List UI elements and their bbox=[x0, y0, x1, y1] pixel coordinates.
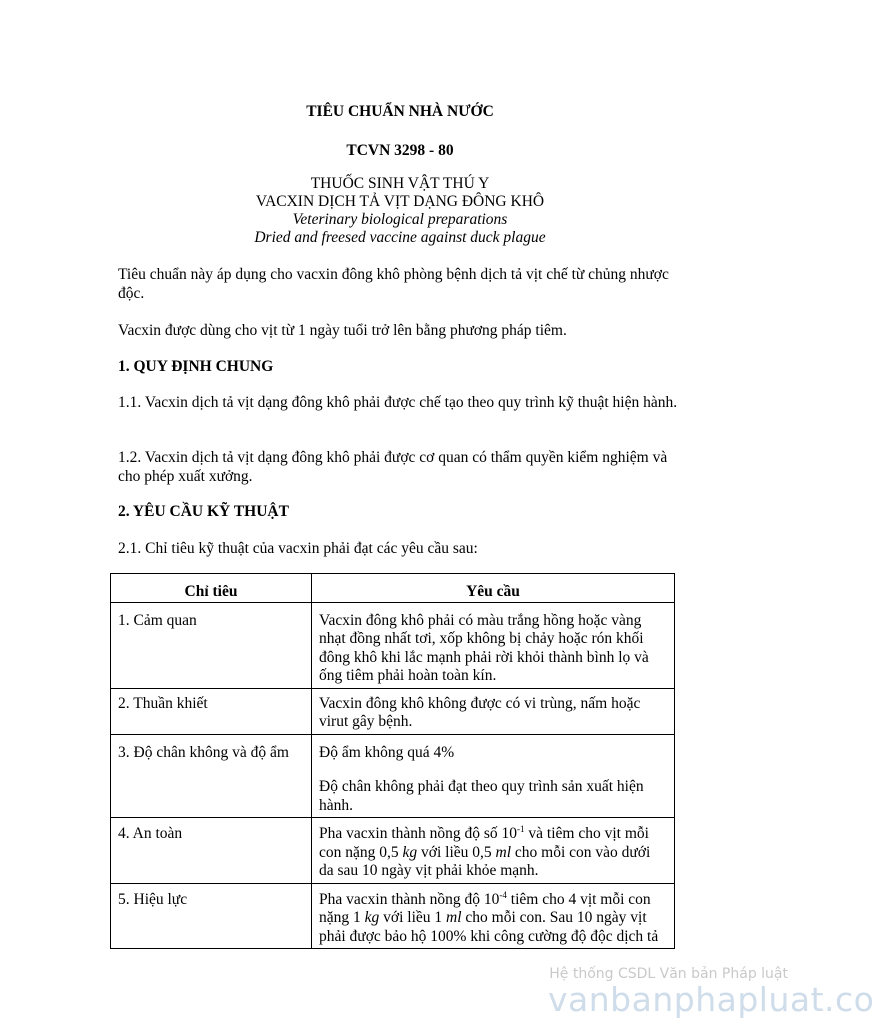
english-title-line-2: Dried and freesed vaccine against duck plague bbox=[254, 229, 546, 246]
watermark-site: vanbanphapluat.co bbox=[548, 980, 874, 1019]
criterion-cell: 1. Cảm quan bbox=[111, 602, 312, 688]
requirement-cell: Vacxin đông khô không được có vi trùng, nấm hoặc virut gây bệnh. bbox=[312, 688, 675, 734]
section-2-heading: 2. YÊU CẦU KỸ THUẬT bbox=[118, 503, 289, 520]
exponent: -4 bbox=[499, 889, 507, 900]
requirements-table bbox=[110, 573, 675, 949]
requirement-cell: Vacxin đông khô phải có màu trắng hồng hoặc vàng nhạt đồng nhất tơi, xốp không bị chảy hoặc rón khối đông khô khi lắc mạnh phải rời khỏi thành bình lọ và ống tiêm phải hoàn toàn kín. bbox=[312, 602, 675, 688]
criterion-cell: 2. Thuần khiết bbox=[111, 688, 312, 734]
table-row bbox=[111, 818, 675, 884]
req-text: cho mỗi con. Sau 10 ngày vịt phải được bảo hộ 100% khi công cường độ độc dịch tả bbox=[319, 909, 659, 945]
req-text: với liều 1 bbox=[379, 909, 447, 926]
intro-paragraph-2: Vacxin được dùng cho vịt từ 1 ngày tuổi trở lên bằng phương pháp tiêm. bbox=[118, 322, 567, 339]
document-title: TIÊU CHUẨN NHÀ NƯỚC bbox=[306, 103, 494, 120]
req-text: tiêm cho 4 vịt mỗi con nặng 1 bbox=[319, 890, 651, 926]
watermark-caption: Hệ thống CSDL Văn bản Pháp luật bbox=[549, 966, 788, 982]
table-header-row bbox=[111, 574, 675, 603]
vacuum-requirement: Độ chân không phải đạt theo quy trình sản xuất hiện hành. bbox=[319, 778, 644, 814]
unit-text: kg bbox=[364, 909, 380, 926]
subtitle-line-2: VACXIN DỊCH TẢ VỊT DẠNG ĐÔNG KHÔ bbox=[255, 193, 545, 210]
requirement-cell bbox=[312, 818, 675, 884]
section-2-item-1: 2.1. Chỉ tiêu kỹ thuật của vacxin phải đạt các yêu cầu sau: bbox=[118, 540, 478, 557]
exponent: -1 bbox=[517, 823, 525, 834]
requirement-cell bbox=[312, 734, 675, 818]
section-1-item-2: 1.2. Vacxin dịch tả vịt dạng đông khô phải được cơ quan có thẩm quyền kiểm nghiệm và cho phép xuất xưởng. bbox=[118, 449, 668, 485]
unit-text: ml bbox=[495, 843, 512, 861]
header-requirement: Yêu cầu bbox=[312, 574, 675, 603]
standard-code: TCVN 3298 - 80 bbox=[346, 142, 454, 159]
moisture-requirement: Độ ẩm không quá 4% bbox=[319, 743, 455, 761]
req-text: và tiêm cho vịt mỗi con nặng 0,5 bbox=[319, 825, 649, 861]
criterion-cell: 4. An toàn bbox=[111, 818, 312, 884]
document-subtitle bbox=[0, 175, 800, 247]
header-criterion: Chỉ tiêu bbox=[111, 574, 312, 603]
section-1-item-1: 1.1. Vacxin dịch tả vịt dạng đông khô phải được chế tạo theo quy trình kỹ thuật hiện hành. bbox=[118, 394, 678, 411]
english-title-line-1: Veterinary biological preparations bbox=[292, 211, 508, 228]
req-text: Pha vacxin thành nồng độ 10 bbox=[319, 890, 500, 908]
unit-text: ml bbox=[446, 909, 462, 926]
req-text: với liều 0,5 bbox=[417, 843, 496, 861]
criterion-cell: 3. Độ chân không và độ ẩm bbox=[111, 734, 312, 818]
subtitle-line-1: THUỐC SINH VẬT THÚ Y bbox=[310, 175, 490, 192]
unit-text: kg bbox=[402, 843, 418, 861]
intro-paragraph-1: Tiêu chuẩn này áp dụng cho vacxin đông khô phòng bệnh dịch tả vịt chế từ chủng nhược độc. bbox=[118, 266, 669, 302]
section-1-heading: 1. QUY ĐỊNH CHUNG bbox=[118, 358, 274, 375]
table-row bbox=[111, 883, 675, 949]
table-row bbox=[111, 734, 675, 818]
req-text: cho mỗi con vào dưới da sau 10 ngày vịt phải khỏe mạnh. bbox=[319, 843, 651, 879]
table-row bbox=[111, 688, 675, 734]
table-row bbox=[111, 602, 675, 688]
criterion-cell: 5. Hiệu lực bbox=[111, 883, 312, 949]
requirement-cell bbox=[312, 883, 675, 949]
req-text: Pha vacxin thành nồng độ số 10 bbox=[319, 825, 518, 842]
